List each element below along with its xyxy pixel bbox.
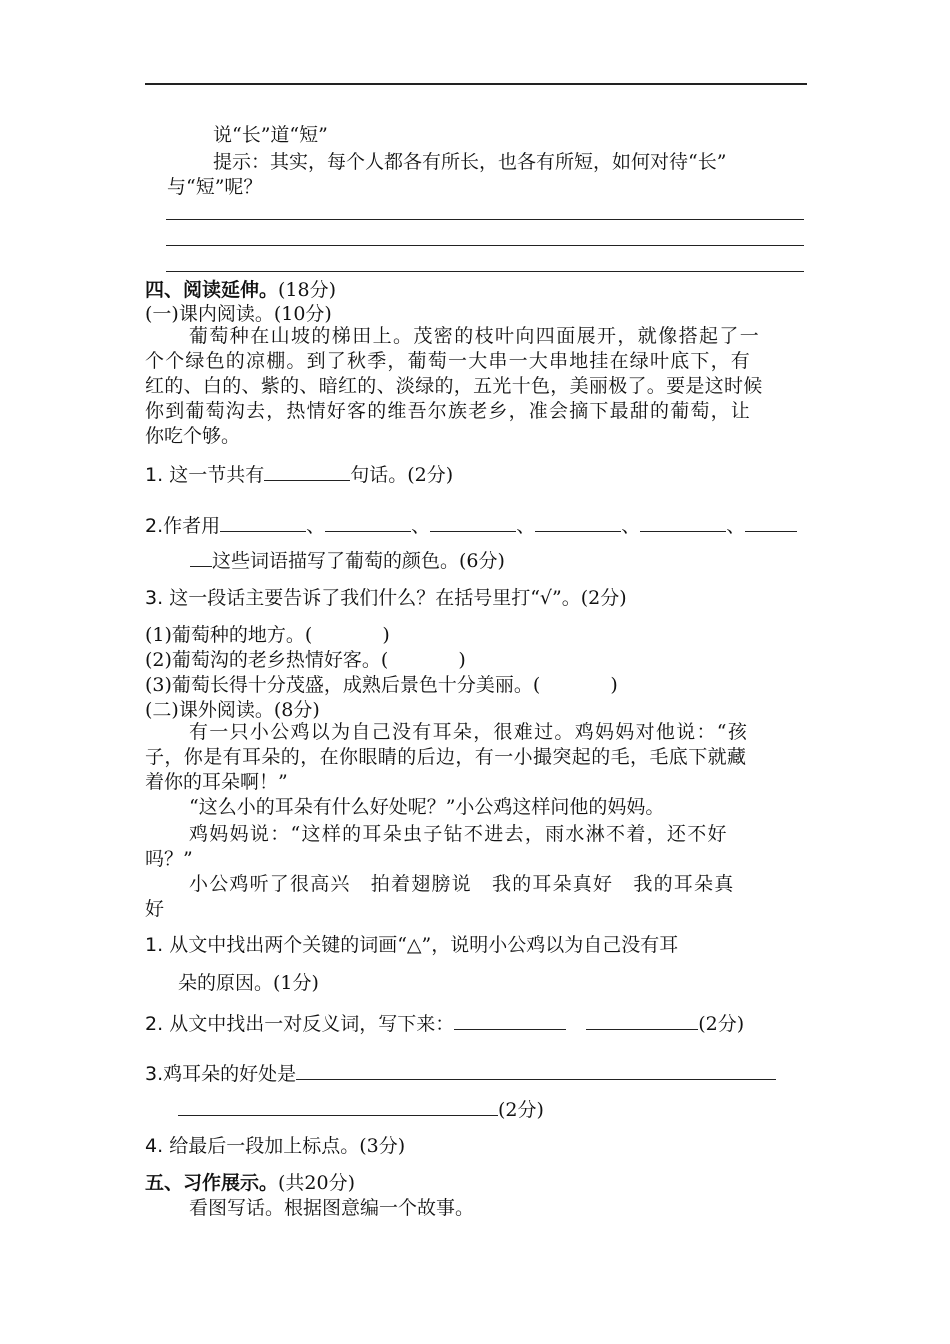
passage1-line: 你吃个够。 xyxy=(145,425,241,447)
section4-title: 四、阅读延伸。 xyxy=(145,279,279,301)
question-number: 1. xyxy=(145,934,164,956)
part1-heading: (一)课内阅读。(10分) xyxy=(145,303,332,325)
part2-question-2 xyxy=(145,1011,744,1036)
prompt-title: 说“长”道“短” xyxy=(213,124,328,146)
passage2-line: 小公鸡听了很高兴 拍着翅膀说 我的耳朵真好 我的耳朵真 xyxy=(189,873,735,895)
section5-heading xyxy=(145,1172,355,1195)
option-label: (3)葡萄长得十分茂盛，成熟后景色十分美丽。( xyxy=(145,674,541,696)
answer-blank[interactable] xyxy=(264,462,350,481)
part1-question-3 xyxy=(145,587,627,610)
part2-question-3-cont xyxy=(178,1097,544,1122)
separator: 、 xyxy=(306,515,326,537)
answer-blank[interactable] xyxy=(220,513,306,532)
answer-blank[interactable] xyxy=(535,513,621,532)
separator: 、 xyxy=(516,515,536,537)
option-2 xyxy=(145,649,466,672)
answer-blank[interactable] xyxy=(430,513,516,532)
question-text: 这些词语描写了葡萄的颜色。(6分) xyxy=(212,550,505,572)
part2-question-3 xyxy=(145,1061,776,1086)
answer-blank[interactable] xyxy=(640,513,726,532)
option-label: (2)葡萄沟的老乡热情好客。( xyxy=(145,649,389,671)
option-close: ) xyxy=(610,674,618,696)
question-text: 作者用 xyxy=(163,515,221,537)
question-number: 4. xyxy=(145,1135,164,1157)
option-label: (1)葡萄种的地方。( xyxy=(145,624,313,646)
question-text: 从文中找出一对反义词，写下来： xyxy=(169,1013,455,1035)
part1-question-2-cont xyxy=(190,548,505,573)
question-text: 鸡耳朵的好处是 xyxy=(163,1063,297,1085)
separator: 、 xyxy=(411,515,431,537)
option-1 xyxy=(145,624,390,647)
option-3 xyxy=(145,674,618,697)
prompt-hint-line2: 与“短”呢？ xyxy=(167,176,263,198)
passage1-line: 红的、白的、紫的、暗红的、淡绿的，五光十色，美丽极了。要是这时候 xyxy=(145,375,763,397)
part2-question-1-cont: 朵的原因。(1分) xyxy=(178,972,319,994)
passage2-line: 子，你是有耳朵的，在你眼睛的后边，有一小撮突起的毛，毛底下就藏 xyxy=(145,746,747,768)
part1-question-2 xyxy=(145,513,797,538)
passage2-line: 着你的耳朵啊！” xyxy=(145,771,288,793)
answer-line[interactable] xyxy=(166,245,804,246)
passage1-line: 你到葡萄沟去，热情好客的维吾尔族老乡，准会摘下最甜的葡萄，让 xyxy=(145,400,752,422)
question-number: 3. xyxy=(145,1063,164,1085)
question-number: 1. xyxy=(145,464,164,486)
part2-question-4 xyxy=(145,1135,405,1158)
separator: 、 xyxy=(726,515,746,537)
part2-question-1 xyxy=(145,934,678,957)
option-close: ) xyxy=(458,649,466,671)
question-text: 从文中找出两个关键的词画“△”，说明小公鸡以为自己没有耳 xyxy=(169,934,679,956)
passage2-line: 鸡妈妈说：“这样的耳朵虫子钻不进去，雨水淋不着，还不好 xyxy=(189,823,728,845)
question-text: 这一段话主要告诉了我们什么？在括号里打“√”。(2分) xyxy=(169,587,627,609)
answer-blank[interactable] xyxy=(190,548,212,567)
question-score: (2分) xyxy=(698,1013,745,1035)
part2-heading: (二)课外阅读。(8分) xyxy=(145,699,320,721)
prompt-hint-line1: 提示：其实，每个人都各有所长，也各有所短，如何对待“长” xyxy=(213,151,727,173)
answer-blank[interactable] xyxy=(296,1061,776,1080)
answer-blank[interactable] xyxy=(586,1011,698,1030)
section4-heading xyxy=(145,279,336,302)
top-rule xyxy=(145,83,807,85)
passage1-line: 个个绿色的凉棚。到了秋季，葡萄一大串一大串地挂在绿叶底下，有 xyxy=(145,350,752,372)
question-text: 这一节共有 xyxy=(169,464,265,486)
section5-task: 看图写话。根据图意编一个故事。 xyxy=(189,1197,475,1219)
section5-title: 五、习作展示。 xyxy=(145,1172,279,1194)
separator: 、 xyxy=(621,515,641,537)
question-text: 给最后一段加上标点。(3分) xyxy=(169,1135,406,1157)
answer-blank[interactable] xyxy=(325,513,411,532)
passage2-line: 好 xyxy=(145,898,165,920)
section5-score: (共20分) xyxy=(278,1172,356,1194)
question-text: 句话。(2分) xyxy=(350,464,454,486)
part1-question-1 xyxy=(145,462,453,487)
passage2-line: “这么小的耳朵有什么好处呢？”小公鸡这样问他的妈妈。 xyxy=(189,796,665,818)
question-score: (2分) xyxy=(498,1099,544,1121)
question-number: 2. xyxy=(145,515,164,537)
answer-blank[interactable] xyxy=(745,513,797,532)
section4-score: (18分) xyxy=(278,279,337,301)
answer-line[interactable] xyxy=(166,219,804,220)
question-number: 2. xyxy=(145,1013,164,1035)
passage1-line: 葡萄种在山坡的梯田上。茂密的枝叶向四面展开，就像搭起了一 xyxy=(189,325,761,347)
passage2-line: 吗？” xyxy=(145,848,193,870)
option-close: ) xyxy=(382,624,390,646)
answer-blank[interactable] xyxy=(454,1011,566,1030)
passage2-line: 有一只小公鸡以为自己没有耳朵，很难过。鸡妈妈对他说：“孩 xyxy=(189,721,749,743)
answer-blank[interactable] xyxy=(178,1097,498,1116)
question-number: 3. xyxy=(145,587,164,609)
answer-line[interactable] xyxy=(166,271,804,272)
